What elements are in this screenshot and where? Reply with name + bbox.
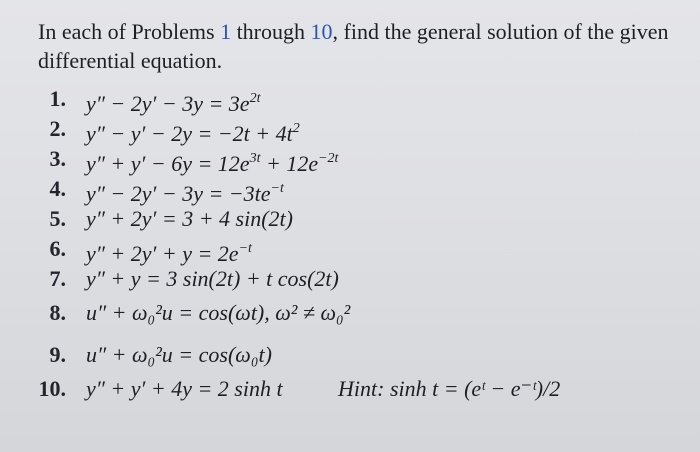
problem-number: 9.: [49, 342, 66, 367]
problem-equation: $y'' - 2y' - 3y = 3e^{2t}$: [86, 91, 261, 116]
problem-item: [0, 114, 700, 144]
problem-hint: Hint: sinh t = (eᵗ − e⁻ᵗ)/2: [338, 376, 561, 401]
problem-number: 6.: [49, 236, 66, 261]
problem-number: 8.: [49, 300, 66, 325]
problem-item: [0, 298, 700, 328]
problem-item: [0, 234, 700, 264]
problem-instructions: [38, 17, 688, 75]
problem-equation: y″ + y = 3 sin(2t) + t cos(2t): [86, 266, 339, 291]
problem-equation: $y'' + 2y' + y = 2e^{-t}$: [86, 241, 252, 266]
problem-equation: $y'' - y' - 2y = -2t + 4t^2$: [86, 121, 300, 146]
intro-text-start: In each of Problems: [38, 19, 221, 44]
problem-equation: u″ + ω₀²u = cos(ω₀t): [86, 342, 272, 367]
problem-equation: u″ + ω₀²u = cos(ωt), ω² ≠ ω₀²: [86, 300, 351, 325]
problem-item: [0, 204, 700, 234]
problem-equation: $y'' - 2y' - 3y = -3te^{-t}$: [86, 181, 284, 206]
problem-equation: y″ + 2y′ = 3 + 4 sin(2t): [86, 206, 293, 231]
problem-item: [0, 374, 700, 404]
problem-number: 10.: [38, 376, 66, 401]
problem-item: [0, 144, 700, 174]
problem-item: [0, 264, 700, 294]
intro-text-mid: through: [231, 19, 311, 44]
intro-text-end: , find the general solution of the given differential equation.: [38, 19, 669, 73]
problem-equation: y″ + y′ + 4y = 2 sinh t: [86, 376, 283, 401]
problem-number: 2.: [49, 116, 66, 141]
problem-number: 1.: [49, 86, 66, 111]
problem-item: [0, 174, 700, 204]
problem-equation: $y'' + y' - 6y = 12e^{3t} + 12e^{-2t}$: [86, 151, 339, 176]
problem-number: 5.: [49, 206, 66, 231]
problem-item: [0, 340, 700, 370]
problem-link-10[interactable]: 10: [310, 19, 333, 44]
problem-number: 3.: [49, 146, 66, 171]
problem-number: 4.: [49, 176, 66, 201]
problem-link-1[interactable]: 1: [220, 19, 232, 44]
problem-number: 7.: [49, 266, 66, 291]
problem-item: [0, 84, 700, 114]
